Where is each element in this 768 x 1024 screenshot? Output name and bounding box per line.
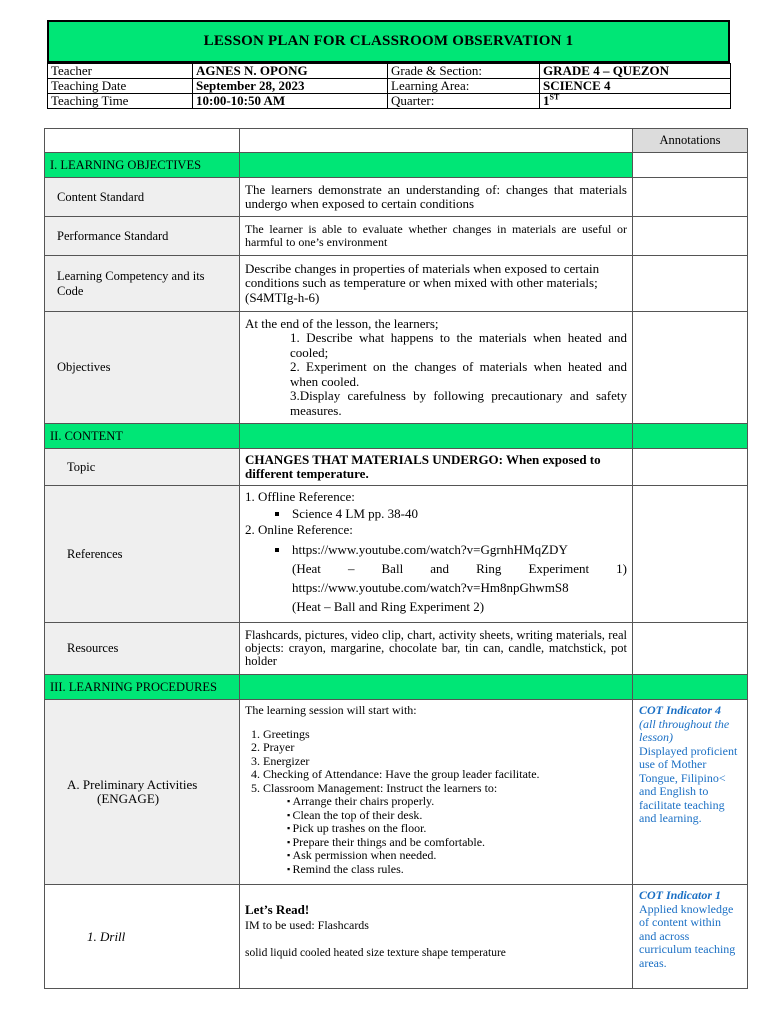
row-content: The learners demonstrate an understanding of: changes that materials undergo when exposed to certain conditions xyxy=(240,178,633,217)
teacher-value: AGNES N. OPONG xyxy=(193,64,388,79)
table-row xyxy=(45,312,748,424)
annotation-cot-1 xyxy=(633,885,748,989)
date-label: Teaching Date xyxy=(48,79,193,94)
table-row xyxy=(45,178,748,217)
section-row-procedures xyxy=(45,675,748,700)
cot-body: Displayed proficient use of Mother Tongue, Filipino< and English to facilitate teaching and learning. xyxy=(639,743,738,825)
lesson-info-table xyxy=(47,63,731,109)
reference-caption: (Heat – Ball and Ring Experiment 2) xyxy=(292,598,485,614)
lesson-plan-table xyxy=(44,128,748,989)
quarter-value xyxy=(540,94,731,109)
info-row-teacher xyxy=(48,64,731,79)
table-row xyxy=(45,700,748,885)
quarter-number: 1 xyxy=(543,93,550,108)
section-title: II. CONTENT xyxy=(45,424,240,449)
reference-link[interactable]: https://www.youtube.com/watch?v=GgrnhHMqZDY xyxy=(292,541,568,557)
grade-value: GRADE 4 – QUEZON xyxy=(540,64,731,79)
prelim-label xyxy=(45,700,240,885)
table-header-row xyxy=(45,129,748,153)
online-reference-label: 2. Online Reference: xyxy=(245,522,353,538)
row-label: Content Standard xyxy=(45,178,240,217)
row-content: The learner is able to evaluate whether changes in materials are useful or harmful to one’s environment xyxy=(240,217,633,256)
list-item: 4. Checking of Attendance: Have the group leader facilitate. xyxy=(263,768,627,782)
row-content: Flashcards, pictures, video clip, chart, activity sheets, writing materials, real objects: crayon, margarine, chocolate bar, tin can, candle, matchstick, pot holder xyxy=(240,623,633,675)
annotation-cot-4 xyxy=(633,700,748,885)
sub-list-item: ▪ Arrange their chairs properly. xyxy=(287,795,627,809)
drill-title: Let’s Read! xyxy=(245,902,310,917)
drill-content xyxy=(240,885,633,989)
table-row xyxy=(45,623,748,675)
info-row-time xyxy=(48,94,731,109)
annotations-header: Annotations xyxy=(633,129,748,153)
drill-im: IM to be used: Flashcards xyxy=(245,917,369,932)
row-content: Describe changes in properties of materials when exposed to certain conditions such as temperature or when mixed with other materials; (S4MTIg-h-6) xyxy=(240,256,633,312)
row-label: A. Preliminary Activities xyxy=(67,777,198,792)
row-content: CHANGES THAT MATERIALS UNDERGO: When exposed to different temperature. xyxy=(240,449,633,486)
section-title: III. LEARNING PROCEDURES xyxy=(45,675,240,700)
row-label: Learning Competency and its Code xyxy=(45,256,240,312)
row-label: References xyxy=(45,486,240,623)
row-sublabel: (ENGAGE) xyxy=(97,791,160,806)
drill-words: solid liquid cooled heated size texture shape temperature xyxy=(245,947,506,959)
table-row xyxy=(45,885,748,989)
objective-item: 2. Experiment on the changes of materials when heated and when cooled. xyxy=(290,359,627,389)
cot-title: COT Indicator 1 xyxy=(639,888,722,902)
reference-caption: (Heat – Ball and Ring Experiment 1) xyxy=(292,560,627,576)
row-label: 1. Drill xyxy=(45,885,240,989)
table-row xyxy=(45,256,748,312)
cot-subtitle: (all throughout the lesson) xyxy=(639,716,730,744)
row-label: Resources xyxy=(45,623,240,675)
info-row-date xyxy=(48,79,731,94)
row-label: Topic xyxy=(45,449,240,486)
sub-list-item: ▪ Prepare their things and be comfortable. xyxy=(287,836,627,850)
list-item: 2. Prayer xyxy=(263,741,627,755)
objective-item: 3.Display carefulness by following precautionary and safety measures. xyxy=(290,388,627,418)
section-title: I. LEARNING OBJECTIVES xyxy=(45,153,240,178)
list-item: 1. Greetings xyxy=(263,728,627,742)
area-value: SCIENCE 4 xyxy=(540,79,731,94)
cot-title: COT Indicator 4 xyxy=(639,703,722,717)
time-label: Teaching Time xyxy=(48,94,193,109)
reference-link[interactable]: https://www.youtube.com/watch?v=Hm8npGhwmS8 xyxy=(292,579,569,595)
sub-list-item: ▪ Clean the top of their desk. xyxy=(287,809,627,823)
date-value: September 28, 2023 xyxy=(193,79,388,94)
area-label: Learning Area: xyxy=(388,79,540,94)
prelim-intro: The learning session will start with: xyxy=(245,703,417,717)
objective-item: 1. Describe what happens to the materials when heated and cooled; xyxy=(290,330,627,360)
quarter-suffix: ST xyxy=(549,93,560,102)
list-item: 5. Classroom Management: Instruct the learners to: ▪ Arrange their chairs properly. ▪ Clean the top of their desk. ▪ Pick up trashes on the floor. ▪ Prepare their things and be comfortable. ▪ Ask permission when needed. ▪ Remind the class rules. xyxy=(263,782,627,877)
table-row xyxy=(45,217,748,256)
objectives-content xyxy=(240,312,633,424)
page-title: LESSON PLAN FOR CLASSROOM OBSERVATION 1 xyxy=(47,20,730,63)
row-label: Performance Standard xyxy=(45,217,240,256)
time-value: 10:00-10:50 AM xyxy=(193,94,388,109)
references-content xyxy=(240,486,633,623)
objectives-intro: At the end of the lesson, the learners; xyxy=(245,315,439,331)
cot-body: Applied knowledge of content within and across curriculum teaching areas. xyxy=(639,901,736,970)
online-reference-item xyxy=(290,540,627,616)
offline-reference-label: 1. Offline Reference: xyxy=(245,489,355,505)
prelim-content xyxy=(240,700,633,885)
section-row-content xyxy=(45,424,748,449)
section-row-objectives xyxy=(45,153,748,178)
sub-list-item: ▪ Pick up trashes on the floor. xyxy=(287,822,627,836)
teacher-label: Teacher xyxy=(48,64,193,79)
table-row xyxy=(45,449,748,486)
quarter-label: Quarter: xyxy=(388,94,540,109)
sub-list-item: ▪ Ask permission when needed. xyxy=(287,849,627,863)
list-item: 3. Energizer xyxy=(263,755,627,769)
grade-label: Grade & Section: xyxy=(388,64,540,79)
row-label: Objectives xyxy=(45,312,240,424)
offline-reference-item: ▪ Science 4 LM pp. 38-40 xyxy=(290,507,627,522)
sub-list-item: ▪ Remind the class rules. xyxy=(287,863,627,877)
table-row xyxy=(45,486,748,623)
